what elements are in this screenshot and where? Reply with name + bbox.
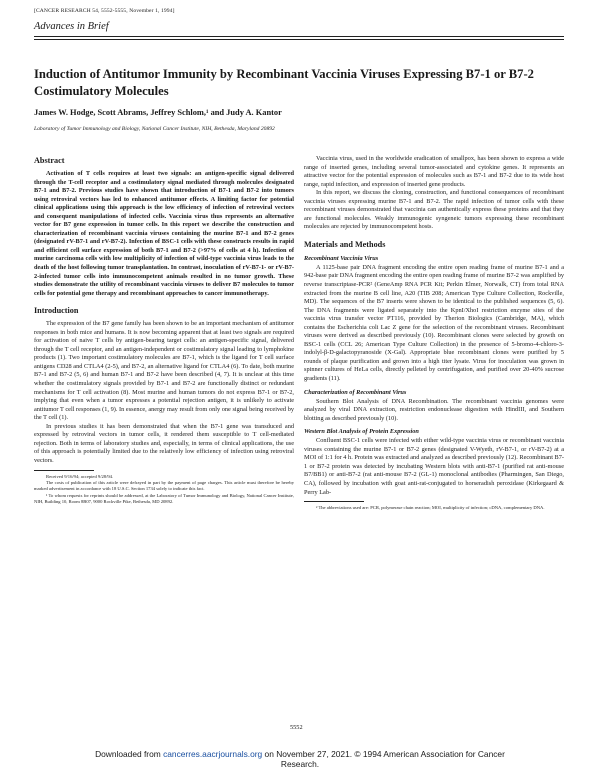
body-paragraph: A 1125-base pair DNA fragment encoding the entire open reading frame of murine B7-1 and a 942-base pair DNA fragment encoding the entire open reading frame of murine B7-2 was amplified by reverse transcriptase-PCR² (GeneAmp RNA PCR Kit; Perkin Elmer, Norwalk, CT) from total RNA extracted from the murine B cell line, A20 (TIB 208; American Type Culture Collection, Rockville, MD). The sequences of the B7 inserts were shown to be identical to the published sequences (5, 6). The DNA fragments were ligated separately into the KpnI/XhoI restriction enzyme sites of the vaccinia virus transfer vector PT116, provided by Therion Biologics (Cambridge, MA), which contains the Escherichia coli Lac Z gene for the selection of the recombinant viruses. Recombinant viruses were derived as described previously (10). Recombinant clones were selected by growth on BSC-1 cells (CCL 26; American Type Culture Collection) in the presence of 5-bromo-4-chloro-3-indolyl-β-D-galactopyranoside (X-Gal). Appropriate blue recombinant clones were purified by 5 rounds of plaque purification and grown into a high titer lysate. Virus for inoculation was grown in spinner cultures of HeLa cells, directly pelleted by centrifugation, and purified over 20-40% sucrose gradients (11). <box>304 263 564 383</box>
body-paragraph: Southern Blot Analysis of DNA Recombination. The recombinant vaccinia genomes were analyzed by viral DNA extraction, restriction endonuclease digestion with HindIII, and Southern blotting as described previously (10). <box>304 397 564 422</box>
download-line-2: Research. <box>280 759 320 769</box>
author-list: James W. Hodge, Scott Abrams, Jeffrey Schlom,¹ and Judy A. Kantor <box>34 108 282 117</box>
header-rule-thin <box>34 39 564 40</box>
abstract-heading: Abstract <box>34 156 65 165</box>
journal-link[interactable]: cancerres.aacrjournals.org <box>163 749 263 759</box>
affiliation: Laboratory of Tumor Immunology and Biology, National Cancer Institute, NIH, Bethesda, Maryland 20892 <box>34 126 275 132</box>
correspondence-footnote: ¹ To whom requests for reprints should be addressed, at the Laboratory of Tumor Immunology and Biology, National Cancer Institute, NIH, Building 10, Room 8B07, 9000 Rockville Pike, Bethesda, MD 20892. <box>34 492 294 505</box>
header-rule <box>34 36 564 37</box>
right-column <box>304 155 564 511</box>
footnote-rule <box>34 470 94 471</box>
article-title: Induction of Antitumor Immunity by Recombinant Vaccinia Viruses Expressing B7-1 or B7-2 Costimulatory Molecules <box>34 67 534 98</box>
subsection-heading: Western Blot Analysis of Protein Expression <box>304 428 419 436</box>
body-paragraph: Vaccinia virus, used in the worldwide eradication of smallpox, has been shown to express a wide range of inserted genes, including several tumor-associated and cytokine genes. It represents an attractive vector for the potential expression of molecules such as B7-1 and B7-2 due to its wide host range, rapid infection, and expression of inserted gene products. <box>304 155 564 188</box>
body-paragraph: Confluent BSC-1 cells were infected with either wild-type vaccinia virus or recombinant vaccinia viruses containing the murine B7-1 or B7-2 genes (designated V-Wyeth, rV-B7-1, or rV-B7-2) at a MOI of 1:1 for 4 h. Protein was extracted and analyzed as described previously (12). Recombinant B7-1 or B7-2 protein was detected by incubating Western blots with anti-B7-1 (purified rat anti-mouse B7/BB1) or anti-B7-2 (rat anti-mouse B7-2 (GL-1) monoclonal antibodies (Pharmingen, San Diego, CA), followed by incubation with goat anti-rat-conjugated to horseradish peroxidase (Kirkegaard & Perry Lab- <box>304 437 564 496</box>
body-paragraph: In this report, we discuss the cloning, construction, and functional consequences of recombinant vaccinia viruses expressing murine B7-1 and B7-2. The rapid infection of tumor cells with these recombinant viruses demonstrated that vaccinia can authentically express these proteins and that they are functional molecules. Weakly immunogenic syngeneic tumors expressing these recombinant molecules are rejected by immunocompetent hosts. <box>304 189 564 231</box>
introduction-paragraph: The expression of the B7 gene family has been shown to be an important mechanism of antitumor responses in both mice and humans. It is now becoming apparent that at least two signals are required for activation of naive T cells by antigen-bearing target cells: an antigen-specific signal, delivered through the T cell receptor, and an antigen-independent or costimulatory signal leading to lymphokine products (1). Two important costimulatory molecules are B7-1, which is the ligand for T cell surface antigens CD28 and CTLA4 (2-5), and B7-2, an alternative ligand for CTLA4 (6). To date, both murine B7-1 and B7-2 (5, 6) and human B7-1 and B7-2 have been described (4, 7). It is unclear at this time whether the costimulatory signals provided by B7-1 and B7-2 are functionally distinct or redundant mechanisms for T cell activation (8). Most murine and human tumors do not express B7-1 or B7-2, implying that even when a tumor expresses a potential rejection antigen, it is unlikely to activate antitumor T cell responses (1, 9). In essence, anergy may result from only one signal being received by the T cell (1). <box>34 320 294 422</box>
introduction-paragraph: In previous studies it has been demonstrated that when the B7-1 gene was transduced and expressed by retroviral vectors in tumor cells, it rendered them susceptible to T cell-mediated rejection. Both in terms of laboratory studies and, especially, in terms of clinical applications, the use of this approach is potentially limited due to the relatively low efficiency of infection using retroviral vectors. <box>34 422 294 464</box>
section-label: Advances in Brief <box>34 21 109 32</box>
abstract-text: Activation of T cells requires at least two signals: an antigen-specific signal delivered through the T-cell receptor and a costimulatory signal mediated through molecules designated B7-1 and B7-2. Previous studies have shown that introduction of B7-1 and B7-2 into tumors using retroviral vectors has led to enhanced antitumor effects. A limiting factor for potential clinical applications using this approach is the low efficiency of infection of retroviral vectors and consequent manipulations of infected cells. Vaccinia virus thus represents an alternative vector for B7 gene expression in tumor cells. In this report we describe the construction and characterization of recombinant vaccinia viruses containing the murine B7-1 and B7-2 genes (designated rV-B7-1 and rV-B7-2). Infection of BSC-1 cells with these constructs results in rapid and efficient cell surface expression of both B7-1 and B7-2 (>97% of cells at 4 h). Infection of murine carcinoma cells with low multiplicity of infection of wild-type vaccinia virus leads to the death of the host following tumor transplantation. In contrast, inoculation of rV-B7-1- or rV-B7-2-infected tumor cells into immunocompetent animals resulted in no tumor growth. These studies demonstrate the utility of recombinant vaccinia viruses to deliver B7 molecules to tumor cells for potential gene therapy and recombinant approaches to cancer immunotherapy. <box>34 170 294 297</box>
download-suffix: on November 27, 2021. © 1994 American Association for Cancer <box>262 749 505 759</box>
left-column <box>34 155 294 506</box>
running-head: [CANCER RESEARCH 54, 5552-5555, November 1, 1994] <box>34 8 175 14</box>
download-notice <box>0 749 600 769</box>
footnote-rule <box>304 501 364 502</box>
download-prefix: Downloaded from <box>95 749 164 759</box>
received-footnote: Received 9/16/94; accepted 9/28/94. <box>46 473 114 479</box>
subsection-heading: Characterization of Recombinant Virus <box>304 388 407 396</box>
introduction-heading: Introduction <box>34 306 79 316</box>
page-number: 5552 <box>290 724 303 731</box>
methods-heading: Materials and Methods <box>304 239 386 249</box>
cost-footnote: The costs of publication of this article were defrayed in part by the payment of page charges. This article must therefore be hereby marked advertisement in accordance with 18 U.S.C. Section 1734 solely to indicate this fact. <box>34 479 294 492</box>
subsection-heading: Recombinant Vaccinia Virus <box>304 254 379 262</box>
abbreviations-footnote: ² The abbreviations used are: PCR, polymerase chain reaction; MOI, multiplicity of infection; cDNA, complementary DNA. <box>316 505 545 511</box>
